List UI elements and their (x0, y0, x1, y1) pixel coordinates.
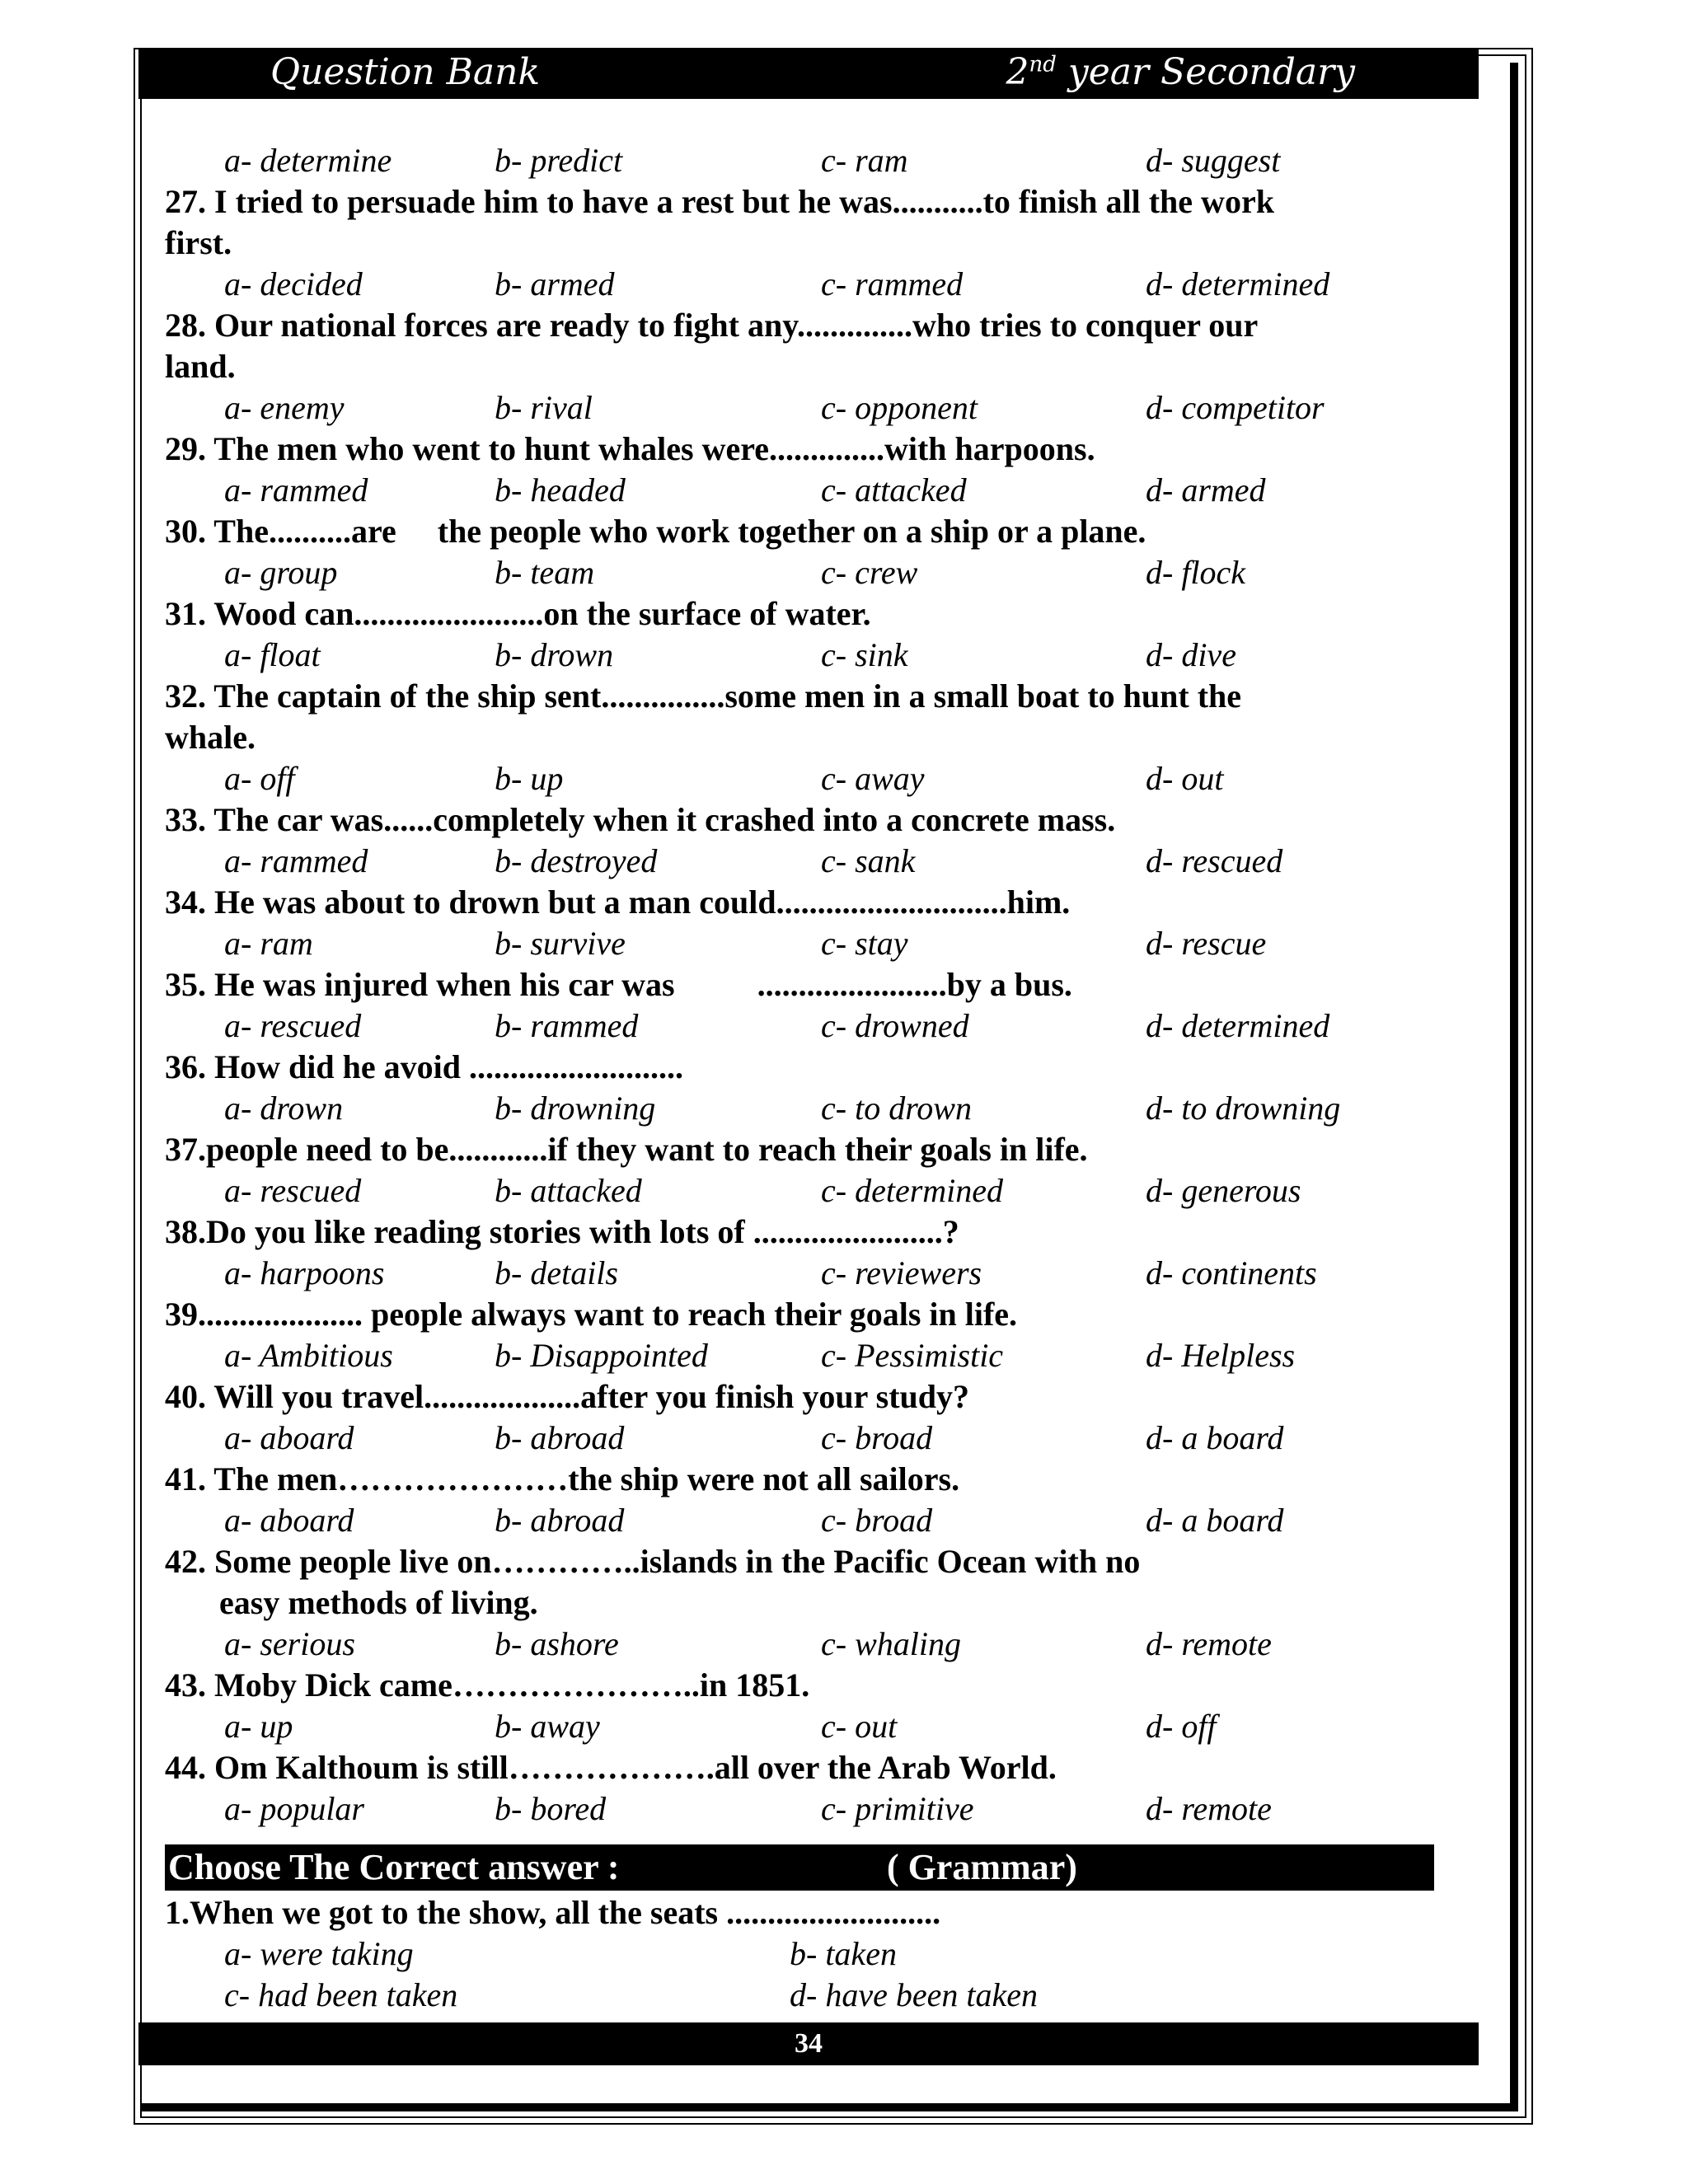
question-37: 37.people need to be............if they want to reach their goals in life. (165, 1131, 1088, 1168)
option-c: c- out (821, 1708, 898, 1745)
option-a: a- enemy (224, 389, 345, 426)
options-row (165, 387, 1434, 429)
option-c: c- drowned (821, 1007, 969, 1044)
option-a: a- float (224, 636, 321, 673)
header-grade-label: year Secondary (1056, 51, 1355, 93)
options-row (165, 758, 1434, 799)
question-35: 35. He was injured when his car was .......................by a bus. (165, 966, 1072, 1003)
option-b: b- survive (495, 925, 626, 962)
option-b: b- details (495, 1254, 618, 1291)
grammar-question-1: 1.When we got to the show, all the seats .......................... (165, 1894, 941, 1931)
option-a: a- ram (224, 925, 313, 962)
option-b: b- destroyed (495, 842, 658, 879)
option-d: d- to drowning (1146, 1090, 1341, 1127)
page-border-shadow-right (1510, 63, 1518, 2111)
options-row (165, 923, 1434, 964)
option-c: c- sank (821, 842, 916, 879)
option-a: a- rammed (224, 471, 368, 509)
option-b: b- ashore (495, 1625, 619, 1662)
option-b: b- headed (495, 471, 626, 509)
question-28: 28. Our national forces are ready to fight any..............who tries to conquer our land. (165, 307, 1259, 385)
option-c: c- stay (821, 925, 908, 962)
option-b: b- rammed (495, 1007, 639, 1044)
option-a: a- aboard (224, 1419, 354, 1456)
header-grade-suffix: nd (1029, 52, 1057, 77)
option-c: c- ram (821, 142, 908, 179)
option-a: a- off (224, 760, 295, 797)
question-31: 31. Wood can.......................on the surface of water. (165, 595, 871, 632)
option-b: b- attacked (495, 1172, 642, 1209)
options-row (165, 1418, 1434, 1459)
header-title: Question Bank (270, 51, 541, 93)
option-b: b- predict (495, 142, 623, 179)
option-b: b- abroad (495, 1502, 625, 1539)
option-c: c- broad (821, 1419, 933, 1456)
question-34: 34. He was about to drown but a man could............................him. (165, 883, 1071, 921)
header-grade-number: 2 (1006, 51, 1029, 93)
option-c: c- to drown (821, 1090, 972, 1127)
option-c: c- reviewers (821, 1254, 982, 1291)
option-d: d- armed (1146, 471, 1266, 509)
option-b: b- team (495, 554, 595, 591)
option-b: b- taken (790, 1935, 897, 1972)
header-bar (138, 48, 1479, 99)
option-d: d- remote (1146, 1625, 1272, 1662)
grammar-section-header (165, 1844, 1434, 1891)
option-d: d- flock (1146, 554, 1246, 591)
option-d: d- dive (1146, 636, 1236, 673)
option-a: a- popular (224, 1790, 364, 1827)
question-30: 30. The..........are the people who work together on a ship or a plane. (165, 513, 1146, 550)
page-border-shadow-bottom (142, 2103, 1518, 2111)
option-c: c- attacked (821, 471, 967, 509)
option-b: b- drown (495, 636, 614, 673)
option-c: c- rammed (821, 265, 964, 302)
option-b: b- bored (495, 1790, 607, 1827)
options-row (165, 1335, 1434, 1376)
options-row (165, 635, 1434, 676)
question-40: 40. Will you travel...................after you finish your study? (165, 1378, 970, 1415)
options-row (165, 1170, 1434, 1212)
question-42-continued: easy methods of living. (219, 1584, 538, 1621)
option-d: d- rescue (1146, 925, 1267, 962)
option-c: c- Pessimistic (821, 1337, 1004, 1374)
options-row (165, 552, 1434, 593)
option-b: b- away (495, 1708, 600, 1745)
options-row (165, 1706, 1434, 1747)
option-a: a- harpoons (224, 1254, 385, 1291)
options-row (165, 841, 1434, 882)
options-row (165, 1005, 1434, 1047)
section-tag: ( Grammar) (887, 1847, 1077, 1887)
options-row (165, 1624, 1434, 1665)
question-43: 43. Moby Dick came…………………..in 1851. (165, 1666, 810, 1704)
option-d: d- generous (1146, 1172, 1301, 1209)
option-d: d- have been taken (790, 1976, 1038, 2013)
header-grade (1006, 51, 1355, 93)
options-row (165, 1975, 1434, 2016)
question-41: 41. The men…………………the ship were not all sailors. (165, 1460, 960, 1497)
option-a: a- rescued (224, 1007, 362, 1044)
option-a: a- rammed (224, 842, 368, 879)
option-c: c- had been taken (224, 1976, 458, 2013)
option-d: d- off (1146, 1708, 1217, 1745)
option-c: c- broad (821, 1502, 933, 1539)
option-d: d- competitor (1146, 389, 1325, 426)
option-b: b- rival (495, 389, 593, 426)
option-a: a- decided (224, 265, 363, 302)
option-c: c- primitive (821, 1790, 974, 1827)
option-d: d- a board (1146, 1502, 1284, 1539)
option-c: c- determined (821, 1172, 1004, 1209)
option-d: d- rescued (1146, 842, 1283, 879)
question-39: 39.................... people always want to reach their goals in life. (165, 1296, 1018, 1333)
option-d: d- Helpless (1146, 1337, 1296, 1374)
option-b: b- up (495, 760, 564, 797)
option-d: d- determined (1146, 1007, 1330, 1044)
option-a: a- drown (224, 1090, 344, 1127)
option-a: a- rescued (224, 1172, 362, 1209)
option-b: b- Disappointed (495, 1337, 708, 1374)
option-b: b- armed (495, 265, 615, 302)
options-row (165, 264, 1434, 305)
question-42: 42. Some people live on…………..islands in the Pacific Ocean with no (165, 1543, 1141, 1580)
options-row (165, 1253, 1434, 1294)
question-44: 44. Om Kalthoum is still……………….all over the Arab World. (165, 1749, 1057, 1786)
option-c: c- whaling (821, 1625, 961, 1662)
options-row (165, 1933, 1434, 1975)
question-list (165, 140, 1434, 2016)
option-b: b- abroad (495, 1419, 625, 1456)
option-c: c- crew (821, 554, 918, 591)
section-title: Choose The Correct answer : (168, 1847, 620, 1887)
page-number: 34 (795, 2028, 823, 2059)
option-d: d- continents (1146, 1254, 1317, 1291)
question-32: 32. The captain of the ship sent...............some men in a small boat to hunt the whale. (165, 677, 1242, 756)
options-row (165, 470, 1434, 511)
option-d: d- remote (1146, 1790, 1272, 1827)
option-a: a- aboard (224, 1502, 354, 1539)
options-row (165, 1088, 1434, 1129)
option-a: a- Ambitious (224, 1337, 393, 1374)
option-a: a- group (224, 554, 338, 591)
footer-bar (138, 2022, 1479, 2065)
option-c: c- opponent (821, 389, 978, 426)
option-d: d- a board (1146, 1419, 1284, 1456)
question-27: 27. I tried to persuade him to have a rest but he was...........to finish all the work first. (165, 183, 1274, 261)
option-d: d- out (1146, 760, 1224, 797)
option-d: d- determined (1146, 265, 1330, 302)
options-row (165, 1788, 1434, 1830)
option-a: a- determine (224, 142, 392, 179)
option-a: a- up (224, 1708, 293, 1745)
question-33: 33. The car was......completely when it crashed into a concrete mass. (165, 801, 1116, 838)
option-d: d- suggest (1146, 142, 1281, 179)
option-a: a- serious (224, 1625, 355, 1662)
option-a: a- were taking (224, 1935, 414, 1972)
options-row (165, 140, 1434, 181)
option-c: c- away (821, 760, 925, 797)
question-36: 36. How did he avoid .......................... (165, 1048, 683, 1085)
question-29: 29. The men who went to hunt whales were..............with harpoons. (165, 430, 1095, 467)
question-38: 38.Do you like reading stories with lots of .......................? (165, 1213, 959, 1250)
option-b: b- drowning (495, 1090, 656, 1127)
options-row (165, 1500, 1434, 1541)
option-c: c- sink (821, 636, 908, 673)
